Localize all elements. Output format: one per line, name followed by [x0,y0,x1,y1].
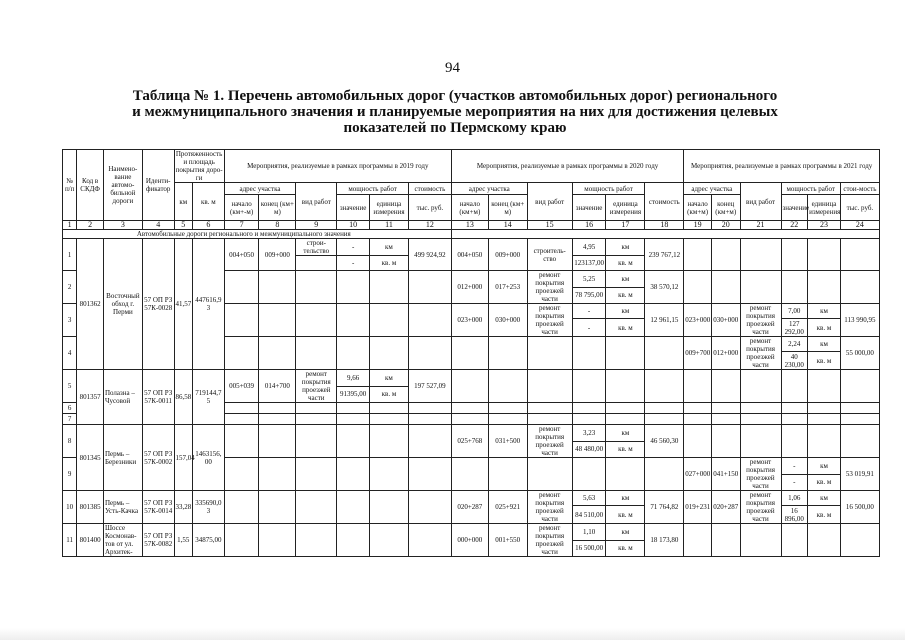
road-ident: 57 ОП РЗ 57К-0011 [142,370,174,425]
road-km: 157,04 [174,425,192,491]
road-name: Полазна – Чусовой [103,370,142,425]
col-num: 1 [63,221,77,230]
unit-2020: кв. м [606,441,645,458]
road-kvm: 719144,7 5 [192,370,224,425]
start-2020: 012+000 [451,271,488,304]
road-code: 801362 [77,239,104,370]
start-2020: 020+287 [451,491,488,524]
cost-2020: 71 764,82 [645,491,684,524]
end-2020: 001+550 [488,524,527,557]
unit-2021: км [808,337,841,352]
header-unit-2020: единица измерения [606,195,645,221]
end-2021: 041+150 [711,458,740,491]
header-unit-2019: единица измерения [370,195,409,221]
value-2021: 1,06 [781,491,808,506]
road-kvm: 447616,9 3 [192,239,224,370]
row-number: 5 [63,370,77,403]
start-2020: 000+000 [451,524,488,557]
title-line-2: и межмуниципального значения и планируемые мероприятия на них для достижения целевых [132,104,778,120]
header-power-2021: мощность работ [781,183,840,195]
value-2020: 5,25 [572,271,606,288]
unit-2020: км [606,491,645,506]
unit-2020: км [606,304,645,319]
row-number: 1 [63,239,77,271]
row-number: 10 [63,491,77,524]
worktype-2020: ремонт покрытия проезжей части [527,425,572,458]
unit-2021: км [808,458,841,475]
header-power-2020: мощность работ [572,183,645,195]
table-row [63,239,880,256]
unit-2019: кв. м [370,256,409,271]
col-num: 8 [259,221,296,230]
header-rub-2021: тыс. руб. [840,195,879,221]
header-rub-2019: тыс. руб. [408,195,451,221]
table-row [63,491,880,506]
header-code: Код в СКДФ [77,150,104,221]
value-2021: 127 292,00 [781,319,808,337]
value-2020: 84 510,00 [572,506,606,524]
col-num: 19 [684,221,712,230]
worktype-2021: ремонт покрытия проезжей части [740,337,781,370]
start-2021: 019+231 [684,491,712,524]
road-kvm: 335690,0 3 [192,491,224,524]
road-kvm: 1463156, 00 [192,425,224,491]
cost-2021: 53 019,91 [840,458,879,491]
road-name: Восточный обход г. Перми [103,239,142,370]
col-num: 9 [296,221,337,230]
value-2020: 1,10 [572,524,606,541]
header-address-2021: адрес участка [684,183,740,195]
header-2020: Мероприятия, реализуемые в рамках программы в 2020 году [451,150,683,183]
road-km: 1,55 [174,524,192,557]
col-num: 3 [103,221,142,230]
road-code: 801357 [77,370,104,425]
cost-2021: 113 990,95 [840,304,879,337]
roads-table [62,149,880,557]
table-row [63,425,880,442]
header-cost-2020: стоимость [645,183,684,221]
start-2019: 005+039 [224,370,259,403]
column-numbers-row [63,221,880,230]
unit-2019: км [370,239,409,256]
header-worktype-2020: вид работ [527,183,572,221]
col-num: 17 [606,221,645,230]
col-num: 14 [488,221,527,230]
header-start-2020: начало (км+м) [451,195,488,221]
unit-2021: кв. м [808,319,841,337]
unit-2020: км [606,239,645,256]
unit-2019: кв. м [370,386,409,403]
cost-2021: 16 500,00 [840,491,879,524]
value-2021: 2,24 [781,337,808,352]
col-num: 23 [808,221,841,230]
header-start-2021: начало (км+м) [684,195,712,221]
col-num: 10 [337,221,370,230]
header-end-2019: конец (км+ м) [259,195,296,221]
value-2020: 5,63 [572,491,606,506]
unit-2021: кв. м [808,506,841,524]
cost-2021: 55 000,00 [840,337,879,370]
cost-2020: 18 173,80 [645,524,684,557]
value-2019: - [337,256,370,271]
worktype-2019: строи-тельство [296,239,337,256]
header-address-2020: адрес участка [451,183,527,195]
road-ident: 57 ОП РЗ 57К-0014 [142,491,174,524]
header-ident: Иденти-фикатор [142,150,174,221]
value-2020: 78 795,00 [572,287,606,304]
header-np: № п/п [63,150,77,221]
cost-2020: 12 961,15 [645,304,684,337]
unit-2020: кв. м [606,540,645,557]
col-num: 24 [840,221,879,230]
value-2021: 7,00 [781,304,808,319]
road-ident: 57 ОП РЗ 57К-0028 [142,239,174,370]
worktype-2019: ремонт покрытия проезжей части [296,370,337,403]
road-name: Пермь – Березники [103,425,142,491]
worktype-2021: ремонт покрытия проезжей части [740,458,781,491]
value-2019: 9,66 [337,370,370,387]
start-2021: 027+000 [684,458,712,491]
header-start-2019: начало (км+-м) [224,195,259,221]
worktype-2020: ремонт покрытия проезжей части [527,271,572,304]
col-num: 4 [142,221,174,230]
header-worktype-2021: вид работ [740,183,781,221]
worktype-2020: ремонт покрытия проезжей части [527,524,572,557]
unit-2021: км [808,491,841,506]
document-title [110,88,800,136]
start-2021: 009+700 [684,337,712,370]
cost-2019: 197 527,09 [408,370,451,403]
value-2020: 16 500,00 [572,540,606,557]
page-number: 94 [445,60,460,76]
col-num: 21 [740,221,781,230]
value-2019: 91395,00 [337,386,370,403]
cost-2020: 239 767,12 [645,239,684,271]
col-num: 6 [192,221,224,230]
value-2020: - [572,304,606,319]
header-value-2019: значение [337,195,370,221]
col-num: 11 [370,221,409,230]
start-2020: 023+000 [451,304,488,337]
header-cost-2019: стоимость [408,183,451,195]
header-length: Протяженность и площадь покрытия доро-ги [175,150,223,182]
section-row [63,230,880,239]
value-2020: 123137,00 [572,256,606,271]
value-2019: - [337,239,370,256]
cost-2020: 38 570,12 [645,271,684,304]
start-2020: 004+050 [451,239,488,271]
road-name: Пермь – Усть-Качка [103,491,142,524]
unit-2019: км [370,370,409,387]
value-2021: 16 896,00 [781,506,808,524]
end-2020: 030+000 [488,304,527,337]
row-number: 8 [63,425,77,458]
header-value-2021: значение [781,195,808,221]
cost-2019: 499 924,92 [408,239,451,271]
value-2021: - [781,458,808,475]
road-km: 86,58 [174,370,192,425]
cost-2020: 46 560,30 [645,425,684,458]
header-end-2020: конец (км+ м) [488,195,527,221]
title-line-1: Таблица № 1. Перечень автомобильных дорог (участков автомобильных дорог) регионального [132,88,778,104]
header-km: км [174,183,192,221]
end-2020: 017+253 [488,271,527,304]
col-num: 15 [527,221,572,230]
row-number: 2 [63,271,77,304]
unit-2020: км [606,271,645,288]
worktype-2021: ремонт покрытия проезжей части [740,304,781,337]
unit-2020: кв. м [606,319,645,337]
row-number: 11 [63,524,77,557]
value-2020: 3,23 [572,425,606,442]
col-num: 5 [174,221,192,230]
road-km: 33,28 [174,491,192,524]
row-number: 6 [63,403,77,414]
header-kvm: кв. м [192,183,224,221]
start-2019: 004+050 [224,239,259,271]
col-num: 20 [711,221,740,230]
worktype-2020: ремонт покрытия проезжей части [527,491,572,524]
header-unit-2021: единица измерения [808,195,841,221]
row-number: 4 [63,337,77,370]
col-num: 18 [645,221,684,230]
value-2020: - [572,319,606,337]
road-kvm: 34875,00 [192,524,224,557]
end-2019: 014+700 [259,370,296,403]
col-num: 7 [224,221,259,230]
table-row [63,524,880,541]
section-title: Автомобильные дороги регионального и межмуниципального значения [77,230,452,239]
end-2019: 009+000 [259,239,296,271]
worktype-2020: строитель-ство [527,239,572,271]
header-value-2020: значение [572,195,606,221]
col-num: 16 [572,221,606,230]
header-2019: Мероприятия, реализуемые в рамках программы в 2019 году [224,150,451,183]
unit-2021: кв. м [808,474,841,491]
col-num: 22 [781,221,808,230]
start-2021: 023+000 [684,304,712,337]
unit-2021: км [808,304,841,319]
end-2021: 020+287 [711,491,740,524]
road-ident: 57 ОП РЗ 57К-0002 [142,425,174,491]
unit-2020: кв. м [606,256,645,271]
header-power-2019: мощность работ [337,183,409,195]
worktype-2021: ремонт покрытия проезжей части [740,491,781,524]
header-name: Наимено-вание автомо-бильной дороги [103,150,142,221]
road-km: 41,57 [174,239,192,370]
end-2020: 009+000 [488,239,527,271]
value-2020: 4,95 [572,239,606,256]
page-bottom-edge [0,628,905,640]
road-code: 801385 [77,491,104,524]
end-2020: 025+921 [488,491,527,524]
road-ident: 57 ОП РЗ 57К-0082 [142,524,174,557]
unit-2020: км [606,425,645,442]
unit-2020: кв. м [606,287,645,304]
header-address-2019: адрес участка [224,183,296,195]
unit-2020: кв. м [606,506,645,524]
end-2021: 012+000 [711,337,740,370]
start-2020: 025+768 [451,425,488,458]
worktype-2020: ремонт покрытия проезжей части [527,304,572,337]
value-2021: 40 230,00 [781,352,808,370]
col-num: 12 [408,221,451,230]
title-line-3: показателей по Пермскому краю [343,120,567,136]
table-row [63,370,880,387]
row-number: 9 [63,458,77,491]
road-code: 801400 [77,524,104,557]
value-2021: - [781,474,808,491]
header-cost-2021: стои-мость [840,183,879,195]
header-end-2021: конец (км+м) [711,195,740,221]
end-2020: 031+500 [488,425,527,458]
road-code: 801345 [77,425,104,491]
unit-2020: км [606,524,645,541]
header-worktype-2019: вид работ [296,183,337,221]
value-2020: 48 480,00 [572,441,606,458]
row-number: 3 [63,304,77,337]
end-2021: 030+000 [711,304,740,337]
header-2021: Мероприятия, реализуемые в рамках программы в 2021 году [684,150,880,183]
col-num: 13 [451,221,488,230]
unit-2021: кв. м [808,352,841,370]
row-number: 7 [63,414,77,425]
col-num: 2 [77,221,104,230]
road-name: Шоссе Космонав-тов от ул. Архитек- [103,524,142,557]
